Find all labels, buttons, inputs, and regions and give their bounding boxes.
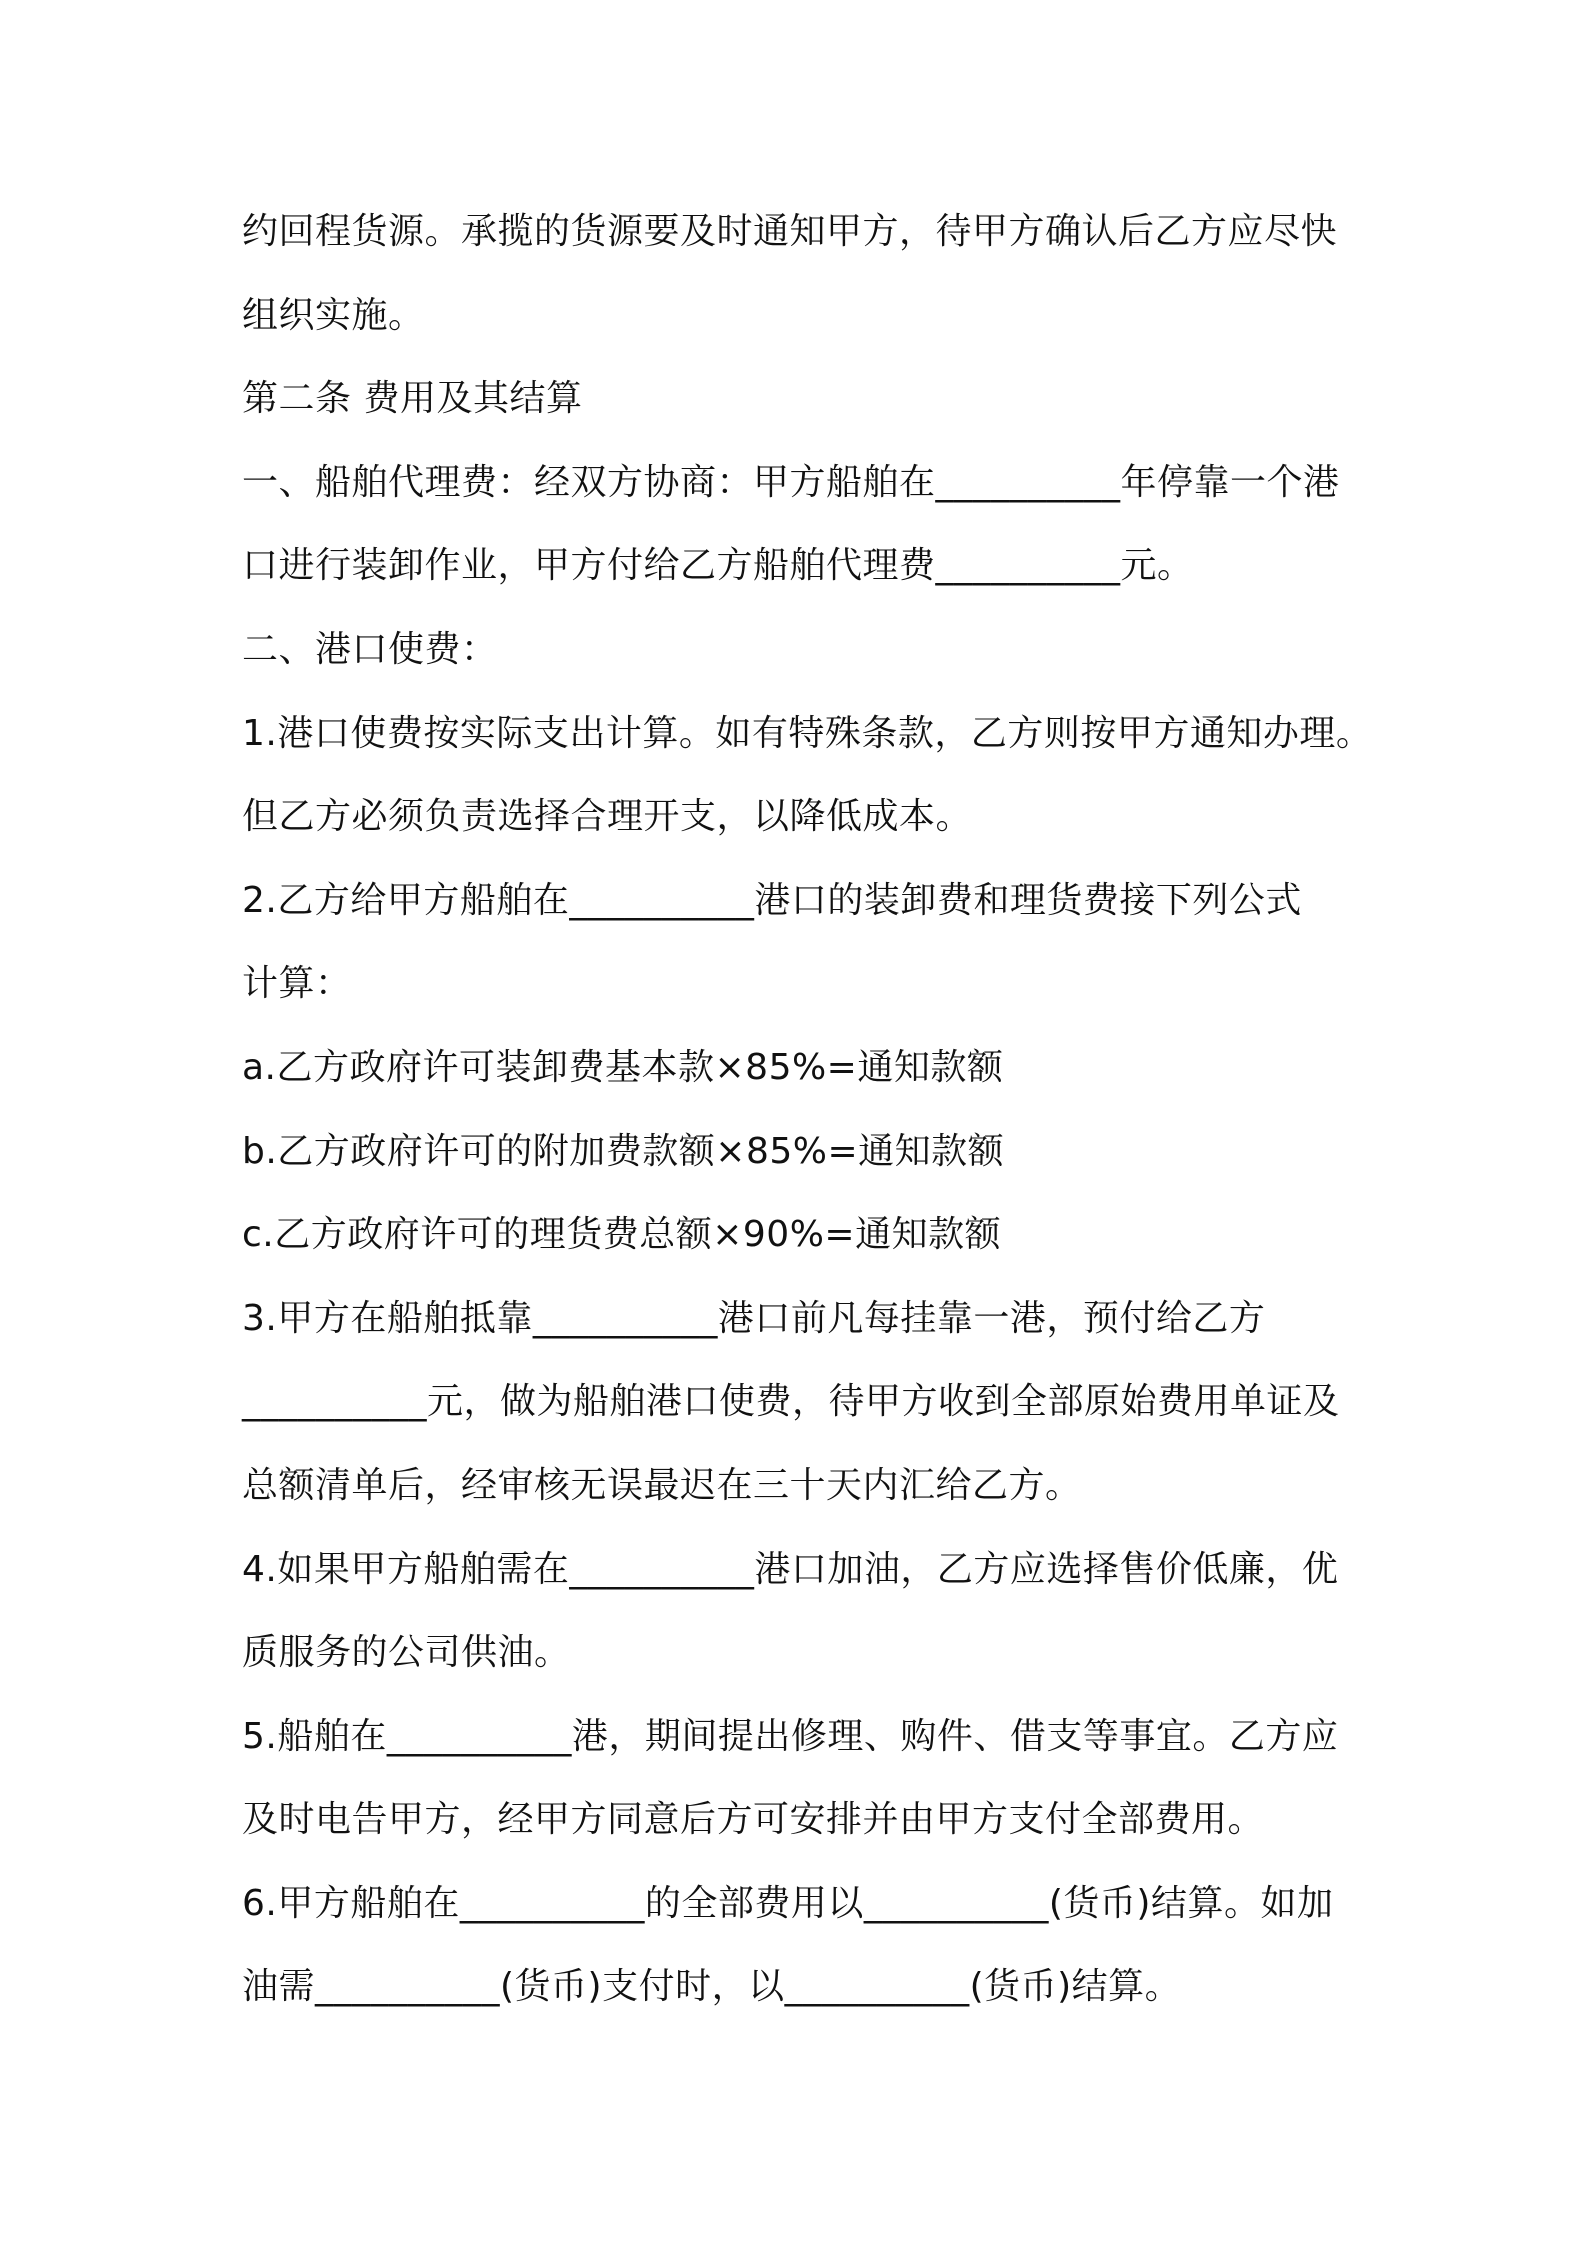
section-heading: 第二条 费用及其结算: [242, 378, 583, 420]
text-line: 及时电告甲方，经甲方同意后方可安排并由甲方支付全部费用。: [242, 1799, 1265, 1841]
text-line: 2.乙方给甲方船舶在__________港口的装卸费和理货费接下列公式: [242, 879, 1302, 921]
formula-line: a.乙方政府许可装卸费基本款×85%=通知款额: [242, 1046, 1004, 1088]
text-line: __________元，做为船舶港口使费，待甲方收到全部原始费用单证及: [242, 1381, 1340, 1423]
subsection-heading: 二、港口使费：: [242, 628, 498, 670]
formula-line: b.乙方政府许可的附加费款额×85%=通知款额: [242, 1130, 1005, 1172]
text-line: 一、船舶代理费：经双方协商：甲方船舶在__________年停靠一个港: [242, 461, 1340, 503]
document-body: [242, 190, 1373, 2029]
text-line: 但乙方必须负责选择合理开支，以降低成本。: [242, 796, 973, 838]
text-line: 组织实施。: [242, 294, 425, 336]
formula-line: c.乙方政府许可的理货费总额×90%=通知款额: [242, 1214, 1002, 1256]
text-line: 4.如果甲方船舶需在__________港口加油，乙方应选择售价低廉，优: [242, 1548, 1339, 1590]
text-line: 6.甲方船舶在__________的全部费用以__________(货币)结算。如加: [242, 1882, 1334, 1924]
text-line: 5.船舶在__________港，期间提出修理、购件、借支等事宜。乙方应: [242, 1715, 1339, 1757]
text-line: 计算：: [242, 963, 352, 1005]
text-line: 质服务的公司供油。: [242, 1632, 571, 1674]
text-line: 约回程货源。承揽的货源要及时通知甲方，待甲方确认后乙方应尽快: [242, 211, 1338, 252]
text-line: 油需__________(货币)支付时，以__________(货币)结算。: [242, 1966, 1182, 2008]
text-line: 总额清单后，经审核无误最迟在三十天内汇给乙方。: [242, 1464, 1082, 1506]
text-line: 1.港口使费按实际支出计算。如有特殊条款，乙方则按甲方通知办理。: [242, 712, 1373, 754]
text-line: 3.甲方在船舶抵靠__________港口前凡每挂靠一港，预付给乙方: [242, 1297, 1266, 1339]
text-line: 口进行装卸作业，甲方付给乙方船舶代理费__________元。: [242, 545, 1194, 587]
